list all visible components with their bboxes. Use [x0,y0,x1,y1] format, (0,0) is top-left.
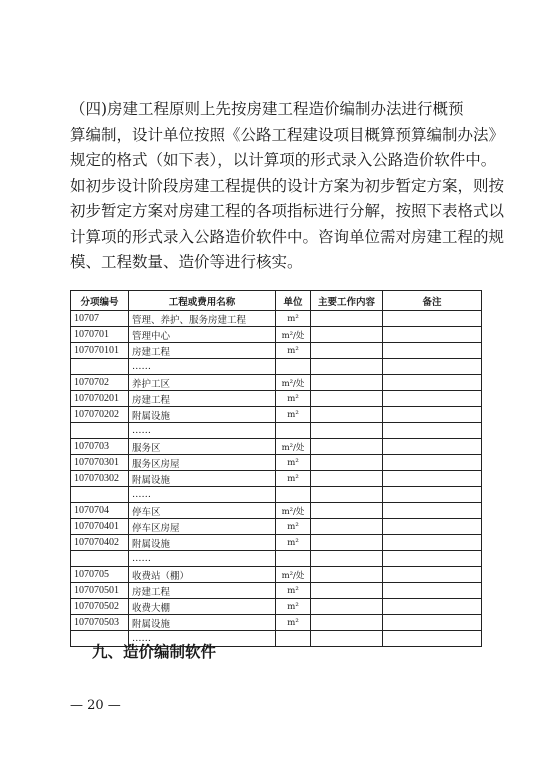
cell-unit: m² [276,455,311,471]
table-row [71,471,482,487]
table-header-row [71,291,482,311]
body-line: 计算项的形式录入公路造价软件中。咨询单位需对房建工程的规 [70,227,505,246]
table-row [71,567,482,583]
cell-unit [276,359,311,375]
cell-work-content [311,519,383,535]
cell-code: 1070704 [71,503,129,519]
table-row [71,407,482,423]
cell-name: …… [129,487,276,503]
cell-name: 附属设施 [129,535,276,551]
cell-code: 1070703 [71,439,129,455]
cell-unit: m² [276,471,311,487]
cell-work-content [311,487,383,503]
cell-name: …… [129,631,276,647]
cell-name: …… [129,359,276,375]
cell-remarks [383,503,482,519]
cell-code [71,423,129,439]
cell-name: …… [129,423,276,439]
cell-unit: m²/处 [276,327,311,343]
body-line: 如初步设计阶段房建工程提供的设计方案为初步暂定方案，则按 [70,176,505,195]
cell-work-content [311,599,383,615]
body-line: 算编制，设计单位按照《公路工程建设项目概算预算编制办法》 [70,125,505,144]
cell-code: 107070501 [71,583,129,599]
body-paragraph [70,97,505,276]
table-row [71,487,482,503]
cell-unit: m² [276,311,311,327]
cell-unit: m²/处 [276,375,311,391]
cell-code: 1070705 [71,567,129,583]
cell-unit: m² [276,407,311,423]
cell-code: 107070101 [71,343,129,359]
cell-name: 管理中心 [129,327,276,343]
cell-code: 1070701 [71,327,129,343]
table-row [71,311,482,327]
cell-work-content [311,343,383,359]
cell-unit: m² [276,599,311,615]
cell-work-content [311,455,383,471]
cell-code: 107070503 [71,615,129,631]
cell-unit [276,551,311,567]
cell-name: 停车区房屋 [129,519,276,535]
cell-remarks [383,535,482,551]
cell-name: 养护工区 [129,375,276,391]
cell-remarks [383,455,482,471]
cell-name: 管理、养护、服务房建工程 [129,311,276,327]
cell-name: 附属设施 [129,471,276,487]
cell-work-content [311,567,383,583]
table-row [71,519,482,535]
cell-remarks [383,423,482,439]
cell-work-content [311,327,383,343]
table-row [71,391,482,407]
cell-code: 107070402 [71,535,129,551]
body-line: 模、工程数量、造价等进行核实。 [70,253,303,271]
page-number: — 20 — [70,698,121,713]
cell-unit: m² [276,535,311,551]
table-row [71,359,482,375]
header-unit: 单位 [276,291,311,311]
cell-code [71,551,129,567]
table-row [71,615,482,631]
cell-unit [276,487,311,503]
cell-remarks [383,343,482,359]
table-row [71,599,482,615]
cell-name: 停车区 [129,503,276,519]
cell-name: 服务区房屋 [129,455,276,471]
header-work-content: 主要工作内容 [311,291,383,311]
cell-name: 收费站（棚） [129,567,276,583]
cell-code: 107070202 [71,407,129,423]
cell-remarks [383,311,482,327]
cell-work-content [311,583,383,599]
cell-name: 房建工程 [129,391,276,407]
cell-name: …… [129,551,276,567]
cell-remarks [383,471,482,487]
cell-remarks [383,567,482,583]
table-row [71,583,482,599]
cell-remarks [383,583,482,599]
building-works-table [70,290,482,647]
section-heading: 九、造价编制软件 [92,643,217,661]
cell-unit: m² [276,391,311,407]
cell-work-content [311,359,383,375]
cell-code: 10707 [71,311,129,327]
cell-code [71,487,129,503]
cell-code: 107070201 [71,391,129,407]
cell-unit: m² [276,615,311,631]
cell-remarks [383,615,482,631]
cell-work-content [311,439,383,455]
header-name: 工程或费用名称 [129,291,276,311]
cell-name: 附属设施 [129,615,276,631]
cell-work-content [311,535,383,551]
table-row [71,375,482,391]
cell-code [71,359,129,375]
cell-work-content [311,311,383,327]
table-row [71,343,482,359]
cell-work-content [311,631,383,647]
cell-work-content [311,391,383,407]
cell-unit: m²/处 [276,439,311,455]
cell-remarks [383,631,482,647]
cell-remarks [383,551,482,567]
cell-work-content [311,551,383,567]
table-row [71,327,482,343]
cell-name: 房建工程 [129,343,276,359]
cell-name: 收费大棚 [129,599,276,615]
cell-work-content [311,407,383,423]
cell-unit: m²/处 [276,567,311,583]
cell-unit: m²/处 [276,503,311,519]
cell-name: 附属设施 [129,407,276,423]
table-body [71,311,482,647]
cell-unit: m² [276,583,311,599]
cell-unit: m² [276,343,311,359]
table-row [71,439,482,455]
cell-remarks [383,599,482,615]
cell-code: 107070301 [71,455,129,471]
cell-work-content [311,375,383,391]
cell-name: 服务区 [129,439,276,455]
cell-work-content [311,503,383,519]
body-line: 初步暂定方案对房建工程的各项指标进行分解，按照下表格式以 [70,202,505,220]
cell-code: 107070502 [71,599,129,615]
cell-remarks [383,439,482,455]
cell-remarks [383,407,482,423]
header-remarks: 备注 [383,291,482,311]
cell-remarks [383,487,482,503]
cell-unit [276,631,311,647]
cell-unit [276,423,311,439]
table-row [71,503,482,519]
table-row [71,455,482,471]
cell-remarks [383,359,482,375]
table-row [71,423,482,439]
cell-name: 房建工程 [129,583,276,599]
table-row [71,535,482,551]
body-line: （四)房建工程原则上先按房建工程造价编制办法进行概预 [70,100,464,118]
cell-remarks [383,327,482,343]
header-code: 分项编号 [71,291,129,311]
cell-unit: m² [276,519,311,535]
cell-code: 107070302 [71,471,129,487]
cell-remarks [383,391,482,407]
cell-code: 1070702 [71,375,129,391]
cell-remarks [383,375,482,391]
cell-work-content [311,471,383,487]
table-row [71,551,482,567]
cell-code: 107070401 [71,519,129,535]
body-line: 规定的格式（如下表），以计算项的形式录入公路造价软件中。 [70,151,497,169]
cell-work-content [311,615,383,631]
cell-work-content [311,423,383,439]
cell-remarks [383,519,482,535]
